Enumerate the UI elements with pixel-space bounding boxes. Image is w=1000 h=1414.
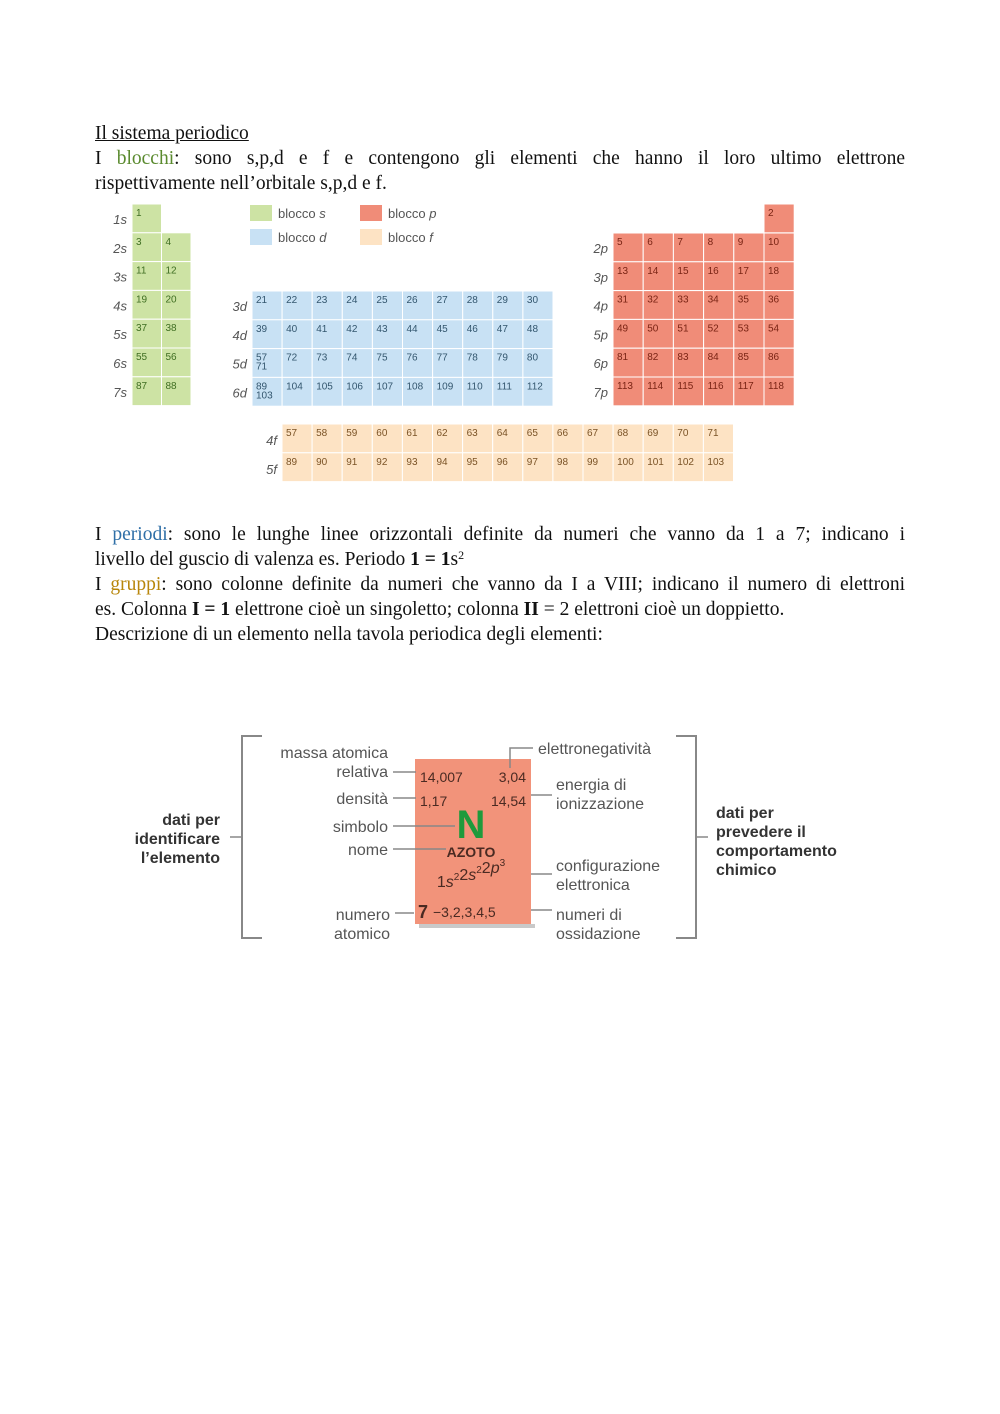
element-cell-47-number: 47 (496, 323, 508, 335)
f-cell-99-number: 99 (587, 456, 599, 468)
element-cell-57-71-number: 71 (256, 361, 268, 373)
row-label-3s: 3s (113, 269, 127, 285)
right-group-label-3: chimico (716, 862, 777, 879)
element-cell-43-number: 43 (376, 323, 388, 335)
f-cell-96-number: 96 (496, 456, 508, 468)
element-cell-111-number: 111 (496, 381, 513, 393)
label-ionization-1: energia di (556, 777, 627, 794)
electron-configuration: $1s^22s^22p^3$ (436, 858, 506, 891)
element-cell-51-number: 51 (677, 323, 689, 335)
row-label-4p: 4p (593, 298, 608, 314)
element-cell-32-number: 32 (647, 294, 659, 306)
element-cell-1-number: 1 (136, 208, 142, 219)
f-cell-64-number: 64 (496, 428, 508, 439)
element-cell-38-number: 38 (165, 323, 177, 335)
row-label-6s: 6s (113, 356, 127, 371)
label-atomic-number-1: numero (335, 907, 390, 924)
f-cell-94-number: 94 (436, 456, 448, 468)
element-cell-87-number: 87 (136, 380, 148, 392)
element-cell-41-number: 41 (316, 323, 328, 335)
element-cell-114-number: 114 (647, 381, 664, 392)
paragraph-blocchi-line1: I blocchi: sono s,p,d e f e contengono gli elementi che hanno il loro ultimo elettrone (95, 148, 905, 169)
atomic-mass-value: 14,007 (420, 769, 463, 785)
f-cell-63-number: 63 (466, 428, 478, 439)
element-cell-42-number: 42 (346, 323, 358, 335)
f-cell-90-number: 90 (316, 456, 328, 468)
element-cell-11-number: 11 (136, 265, 147, 277)
term-periodi: periodi (112, 524, 168, 545)
f-cell-66-number: 66 (556, 428, 569, 439)
element-cell-86-number: 86 (768, 352, 780, 364)
f-cell-103-number: 103 (707, 456, 725, 468)
label-ionization-2: ionizzazione (556, 796, 645, 813)
label-oxidation-2: ossidazione (556, 926, 641, 943)
element-cell-53-number: 53 (737, 323, 749, 335)
element-cell-104-number: 104 (286, 381, 303, 393)
element-cell-10-number: 10 (768, 237, 780, 248)
element-cell-88-number: 88 (165, 380, 177, 392)
element-cell-56-number: 56 (165, 352, 177, 363)
element-cell-108-number: 108 (406, 381, 424, 393)
f-cell-69-number: 69 (647, 428, 659, 439)
element-cell-15-number: 15 (677, 265, 689, 277)
row-label-2p: 2p (593, 241, 608, 256)
element-cell-3-number: 3 (136, 236, 142, 248)
label-atomic-mass-2: relativa (336, 764, 388, 781)
paragraph-periodi-line1: I periodi: sono le lunghe linee orizzontali definite da numeri che vanno da 1 a 7; indicano i (95, 524, 905, 545)
row-label-5p: 5p (593, 327, 608, 343)
element-cell-72-number: 72 (286, 352, 298, 364)
element-cell-107-number: 107 (376, 381, 394, 393)
element-cell-112-number: 112 (526, 381, 543, 393)
element-cell-46-number: 46 (466, 323, 478, 335)
element-cell-89-103-number: 103 (256, 390, 273, 402)
element-cell-30-number: 30 (526, 295, 539, 306)
row-label-4d: 4d (232, 327, 247, 343)
element-cell-45-number: 45 (436, 323, 448, 335)
row-label-2s: 2s (113, 240, 127, 256)
element-cell-106-number: 106 (346, 381, 363, 393)
right-group-label-0: dati per (716, 805, 774, 822)
f-cell-98-number: 98 (556, 456, 569, 468)
paragraph-periodi-line2: livello del guscio di valenza es. Periodo $1 = 1s^2$ (95, 548, 465, 570)
element-cell-37-number: 37 (136, 323, 148, 335)
legend-label-s: blocco s (278, 206, 326, 221)
element-symbol: N (456, 803, 486, 847)
paragraph-gruppi-line1: I gruppi: sono colonne definite da numeri che vanno da I a VIII; indicano il numero di elettroni (95, 574, 905, 595)
element-cell-35-number: 35 (737, 294, 749, 306)
electronegativity-value: 3,04 (498, 769, 526, 785)
f-cell-65-number: 65 (526, 428, 538, 439)
element-cell-82-number: 82 (647, 352, 659, 364)
element-cell-50-number: 50 (647, 323, 659, 335)
element-cell-81-number: 81 (617, 352, 629, 364)
element-cell-6-number: 6 (647, 237, 653, 248)
f-cell-91-number: 91 (346, 456, 358, 468)
element-cell-83-number: 83 (677, 352, 689, 364)
left-bracket (242, 736, 262, 938)
element-cell-105-number: 105 (316, 381, 333, 393)
label-configuration-1: configurazione (556, 858, 661, 875)
element-cell-84-number: 84 (707, 352, 719, 364)
left-group-label-0: dati per (162, 812, 220, 829)
element-cell-31-number: 31 (617, 294, 629, 306)
element-cell-78-number: 78 (466, 352, 478, 364)
element-cell-85-number: 85 (737, 352, 749, 364)
legend-label-p: blocco p (388, 206, 437, 221)
density-value: 1,17 (420, 793, 448, 809)
element-cell-22-number: 22 (286, 295, 298, 306)
element-cell-14-number: 14 (647, 265, 659, 277)
paragraph-blocchi-line2: rispettivamente nell’orbitale s,p,d e f. (95, 173, 387, 194)
element-cell-24-number: 24 (346, 295, 358, 306)
row-label-3p: 3p (593, 269, 608, 285)
element-cell-2-number: 2 (768, 208, 774, 219)
element-cell-49-number: 49 (617, 323, 629, 335)
element-cell-21-number: 21 (256, 295, 268, 306)
element-cell-33-number: 33 (677, 294, 689, 306)
element-cell-116-number: 116 (707, 381, 724, 392)
row-label-6p: 6p (593, 356, 608, 372)
element-cell-34-number: 34 (707, 294, 719, 306)
element-name: AZOTO (446, 844, 496, 860)
oxidation-values: −3,2,3,4,5 (433, 904, 496, 920)
f-cell-89-number: 89 (286, 456, 298, 468)
ionization-value: 14,54 (490, 793, 526, 809)
element-cell-74-number: 74 (346, 352, 358, 364)
legend-label-d: blocco d (278, 230, 327, 245)
element-cell-4-number: 4 (165, 236, 172, 248)
element-cell-48-number: 48 (526, 323, 539, 335)
label-oxidation-1: numeri di (556, 907, 622, 924)
right-group-label-2: comportamento (716, 843, 837, 860)
f-cell-68-number: 68 (617, 428, 629, 439)
f-cell-61-number: 61 (406, 428, 418, 439)
f-cell-97-number: 97 (526, 456, 538, 468)
label-name: nome (347, 842, 388, 859)
element-cell-23-number: 23 (316, 295, 328, 306)
f-cell-57-number: 57 (286, 428, 298, 439)
element-cell-28-number: 28 (466, 295, 478, 306)
element-cell-8-number: 8 (707, 237, 714, 248)
element-cell-110-number: 110 (466, 381, 483, 393)
element-cell-19-number: 19 (136, 294, 148, 306)
element-cell-27-number: 27 (436, 295, 448, 306)
element-cell-77-number: 77 (436, 352, 448, 364)
element-cell-40-number: 40 (286, 323, 298, 335)
element-cell-73-number: 73 (316, 352, 328, 364)
label-atomic-mass-1: massa atomica (280, 745, 388, 762)
paragraph-descrizione: Descrizione di un elemento nella tavola periodica degli elementi: (95, 624, 603, 645)
label-density: densità (336, 791, 388, 808)
element-cell-44-number: 44 (406, 323, 418, 335)
element-box-shadow (419, 924, 535, 928)
element-cell-76-number: 76 (406, 352, 418, 364)
element-cell-89-103-number: 89 (256, 381, 268, 393)
row-label-7p: 7p (593, 385, 608, 400)
f-cell-60-number: 60 (376, 428, 388, 439)
element-cell-113-number: 113 (617, 381, 633, 392)
element-cell-39-number: 39 (256, 323, 268, 335)
row-label-4f: 4f (266, 433, 277, 448)
element-cell-16-number: 16 (707, 265, 719, 277)
row-label-1s: 1s (113, 212, 127, 227)
row-label-5s: 5s (113, 327, 127, 343)
f-cell-101-number: 101 (647, 456, 664, 468)
element-cell-25-number: 25 (376, 295, 388, 306)
element-cell-109-number: 109 (436, 381, 454, 393)
f-cell-93-number: 93 (406, 456, 418, 468)
element-cell-7-number: 7 (677, 237, 683, 248)
element-cell-5-number: 5 (617, 237, 623, 248)
term-blocchi: blocchi (116, 148, 175, 169)
element-cell-118-number: 118 (768, 381, 784, 392)
right-group-label-1: prevedere il (716, 824, 806, 841)
element-cell-26-number: 26 (406, 295, 418, 306)
row-label-5f: 5f (266, 461, 277, 477)
f-cell-58-number: 58 (316, 428, 328, 439)
f-cell-95-number: 95 (466, 456, 478, 468)
label-configuration-2: elettronica (556, 877, 630, 894)
element-cell-13-number: 13 (617, 265, 629, 277)
label-electronegativity: elettronegatività (538, 741, 651, 758)
atomic-number-value: 7 (418, 902, 429, 922)
f-cell-70-number: 70 (677, 428, 689, 439)
label-atomic-number-2: atomico (333, 926, 390, 943)
row-label-7s: 7s (113, 384, 127, 400)
term-gruppi: gruppi (110, 574, 162, 595)
element-cell-17-number: 17 (737, 265, 749, 277)
element-cell-80-number: 80 (526, 352, 539, 364)
f-cell-100-number: 100 (617, 456, 634, 468)
legend-label-f: blocco f (388, 230, 433, 245)
row-label-5d: 5d (232, 356, 247, 372)
element-cell-29-number: 29 (496, 295, 508, 306)
element-cell-117-number: 117 (737, 381, 754, 392)
element-cell-54-number: 54 (768, 323, 780, 335)
row-label-4s: 4s (113, 298, 127, 314)
left-group-label-2: l’elemento (140, 850, 220, 867)
f-cell-92-number: 92 (376, 456, 388, 468)
f-cell-59-number: 59 (346, 428, 358, 439)
paragraph-gruppi-line2: es. Colonna I = 1 elettrone cioè un singoletto; colonna II = 2 elettroni cioè un doppietto. (95, 599, 785, 620)
f-cell-67-number: 67 (587, 428, 599, 439)
element-cell-57-71-number: 57 (256, 352, 268, 364)
element-cell-115-number: 115 (677, 381, 694, 392)
f-cell-71-number: 71 (707, 428, 719, 439)
element-cell-9-number: 9 (737, 237, 744, 248)
element-cell-20-number: 20 (165, 294, 177, 306)
row-label-3d: 3d (232, 299, 247, 314)
element-cell-55-number: 55 (136, 352, 148, 363)
page-heading: Il sistema periodico (95, 123, 249, 144)
element-cell-36-number: 36 (768, 294, 780, 306)
element-cell-79-number: 79 (496, 352, 508, 364)
element-cell-12-number: 12 (165, 265, 177, 277)
right-bracket (676, 736, 696, 938)
left-group-label-1: identificare (134, 831, 220, 848)
element-cell-52-number: 52 (707, 323, 719, 335)
f-cell-102-number: 102 (677, 456, 694, 468)
element-cell-75-number: 75 (376, 352, 388, 364)
label-symbol: simbolo (332, 819, 388, 836)
element-cell-18-number: 18 (768, 265, 780, 277)
row-label-6d: 6d (232, 385, 247, 401)
f-cell-62-number: 62 (436, 428, 448, 439)
